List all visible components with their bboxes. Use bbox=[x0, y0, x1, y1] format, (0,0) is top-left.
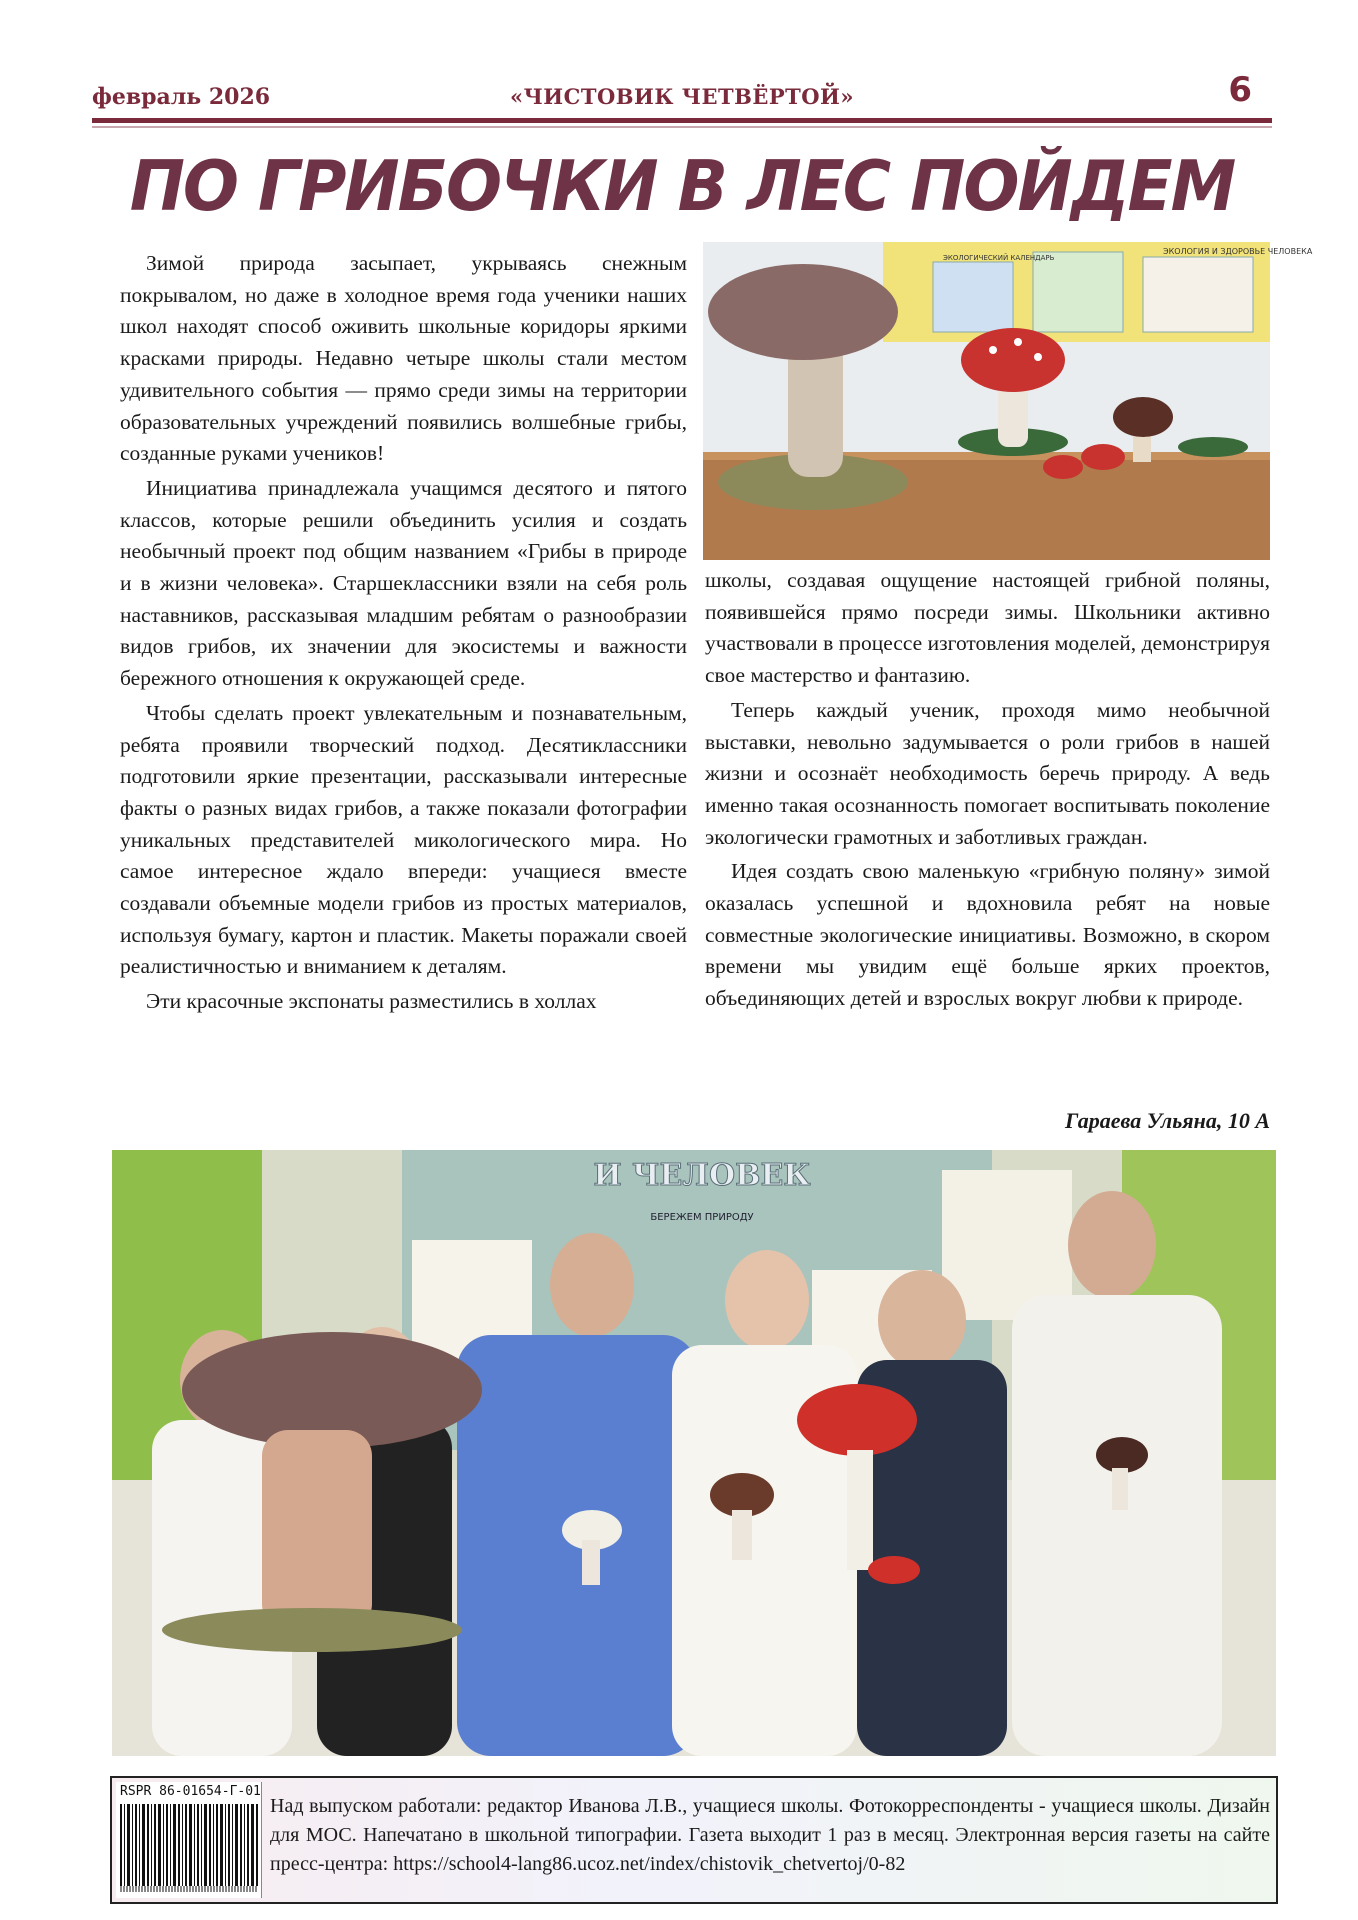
credits-footer bbox=[110, 1776, 1278, 1904]
barcode-block bbox=[116, 1782, 262, 1898]
barcode-id: RSPR 86-01654-Г-01 bbox=[120, 1784, 261, 1799]
paragraph: Эти красочные экспонаты разместились в холлах bbox=[146, 989, 597, 1014]
page-header bbox=[92, 70, 1272, 114]
photo-students-group bbox=[112, 1150, 1276, 1756]
board-label: ЭКОЛОГИЧЕСКИЙ КАЛЕНДАРЬ bbox=[943, 254, 1055, 262]
article-headline: ПО ГРИБОЧКИ В ЛЕС ПОЙДЕМ bbox=[129, 146, 1235, 227]
newspaper-name: «ЧИСТОВИК ЧЕТВЁРТОЙ» bbox=[509, 84, 855, 109]
barcode-icon bbox=[120, 1804, 258, 1886]
header-rule-thin bbox=[92, 126, 1272, 128]
mushroom-exhibit-image bbox=[703, 242, 1313, 560]
paragraph: школы, создавая ощущение настоящей грибной поляны, появившейся прямо посреди зимы. Школьники активно участвовали в процессе изготовления моделей, демонстрируя свое мастерство и фантазию. bbox=[705, 568, 1270, 688]
students-group-image bbox=[112, 1150, 1276, 1756]
paragraph: Идея создать свою маленькую «грибную поляну» зимой оказалась успешной и вдохновила ребят на новые совместные экологические инициативы. Возможно, в скором времени мы увидим ещё больше ярких проектов, объединяющих детей и взрослых вокруг любви к природе. bbox=[705, 859, 1270, 1011]
photo-banner: И ЧЕЛОВЕК bbox=[593, 1158, 811, 1193]
board-label: ЭКОЛОГИЯ И ЗДОРОВЬЕ ЧЕЛОВЕКА bbox=[1163, 247, 1313, 256]
article-column-left bbox=[120, 248, 687, 1018]
paragraph: Чтобы сделать проект увлекательным и познавательным, ребята проявили творческий подход. Десятиклассники подготовили яркие презентации, рассказывали интересные факты о разных видах грибов, а также показали фотографии уникальных представителей микологического мира. Но самое интересное ждало впереди: учащиеся вместе создавали объемные модели грибов из простых материалов, используя бумагу, картон и пластик. Макеты поражали своей реалистичностью и вниманием к деталям. bbox=[120, 700, 687, 979]
page-number: 6 bbox=[1228, 70, 1252, 110]
barcode-caption bbox=[120, 1886, 258, 1892]
paragraph: Теперь каждый ученик, проходя мимо необычной выставки, невольно задумывается о роли грибов в нашей жизни и осознаёт необходимость беречь природу. А ведь именно такая осознанность помогает воспитывать поколение экологически грамотных и заботливых граждан. bbox=[705, 697, 1270, 849]
issue-date: февраль 2026 bbox=[92, 84, 271, 110]
article-author: Гараева Ульяна, 10 А bbox=[1065, 1108, 1270, 1133]
credits-text: Над выпуском работали: редактор Иванова Л.В., учащиеся школы. Фотокорреспонденты - учащиеся школы. Дизайн для МОС. Напечатано в школьной типографии. Газета выходит 1 раз в месяц. Электронная версия газеты на сайте пресс-центра: https://school4-lang86.ucoz.net/index/chistovik_chetvertoj/0-82 bbox=[270, 1795, 1270, 1875]
photo-sub-banner: БЕРЕЖЕМ ПРИРОДУ bbox=[650, 1212, 754, 1223]
paragraph: Инициатива принадлежала учащимся десятого и пятого классов, которые решили объединить усилия и создать необычный проект под общим названием «Грибы в природе и в жизни человека». Старшеклассники взяли на себя роль наставников, рассказывая младшим ребятам о разнообразии видов грибов, их значении для экосистемы и важности бережного отношения к окружающей среде. bbox=[120, 475, 687, 691]
article-column-right bbox=[705, 565, 1270, 1015]
photo-mushroom-exhibit bbox=[703, 242, 1313, 560]
paragraph: Зимой природа засыпает, укрываясь снежным покрывалом, но даже в холодное время года ученики наших школ находят способ оживить школьные коридоры яркими красками природы. Недавно четыре школы стали местом удивительного события — прямо среди зимы на территории образовательных учреждений появились волшебные грибы, созданные руками учеников! bbox=[120, 251, 687, 466]
header-rule bbox=[92, 118, 1272, 123]
